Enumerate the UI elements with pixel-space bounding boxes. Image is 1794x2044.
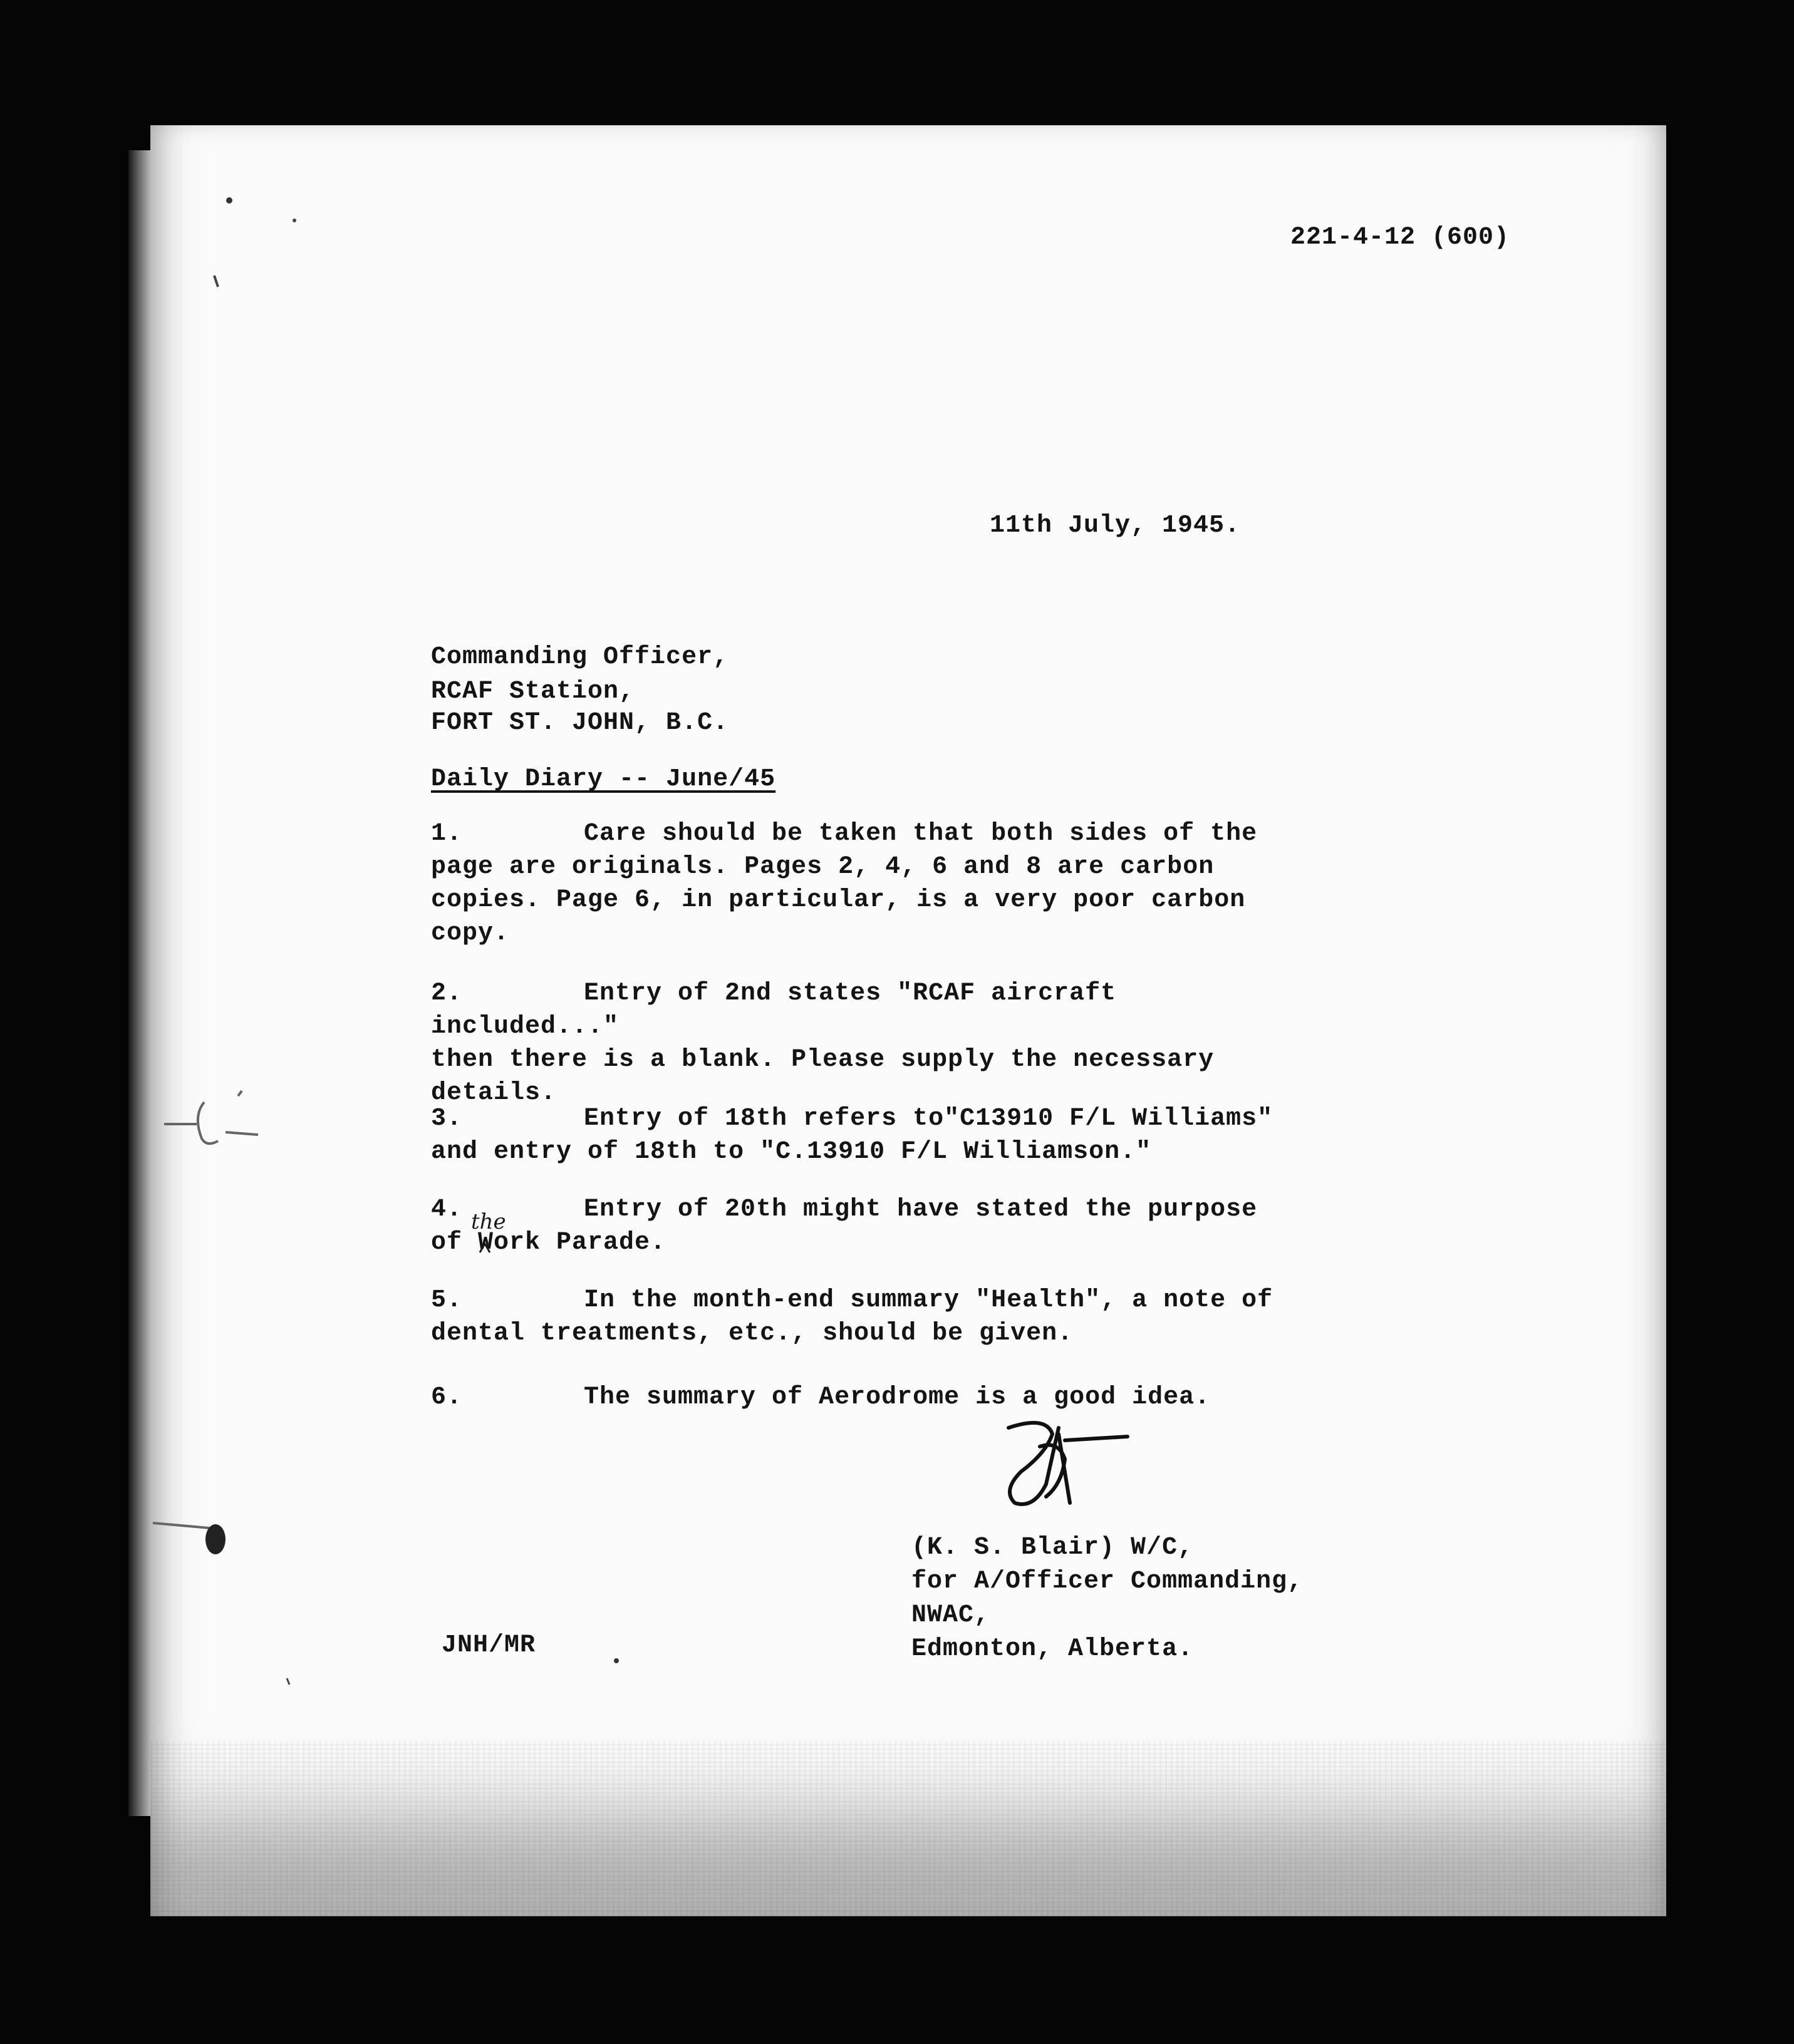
caret-mark: [480, 1244, 490, 1252]
paragraph-line: then there is a blank. Please supply the necessary: [431, 1046, 1215, 1074]
addressee-line-1: Commanding Officer,: [431, 643, 729, 671]
paragraph-line: details.: [431, 1079, 557, 1107]
paragraph-line: The summary of Aerodrome is a good idea.: [584, 1383, 1211, 1412]
paragraph-line: Entry of 2nd states "RCAF aircraft included...": [431, 979, 1117, 1041]
paragraph-number: 6.: [431, 1383, 463, 1412]
scan-speck: [614, 1658, 619, 1663]
scan-speck: [214, 276, 218, 287]
paragraph-line: dental treatments, etc., should be given.: [431, 1319, 1074, 1348]
margin-mark: [164, 1091, 258, 1143]
scan-speck: [293, 219, 296, 222]
signatory-name: (K. S. Blair) W/C,: [911, 1534, 1194, 1562]
letter-date: 11th July, 1945.: [990, 512, 1241, 540]
handwritten-word: the: [471, 1209, 506, 1234]
signature-stroke: [1008, 1423, 1128, 1504]
paragraph-number: 5.: [431, 1286, 463, 1314]
scan-speck: [226, 197, 232, 204]
paragraph-3: [431, 1102, 1308, 1169]
paragraph-number: 3.: [431, 1105, 463, 1133]
paragraph-line: of Work Parade.: [431, 1229, 666, 1257]
signature-block: [911, 1531, 1303, 1666]
paragraph-line: page are originals. Pages 2, 4, 6 and 8 are carbon: [431, 853, 1215, 881]
paragraph-4: [431, 1193, 1308, 1259]
paragraph-1: [431, 817, 1308, 950]
typist-initials: JNH/MR: [442, 1631, 536, 1659]
paragraph-2: [431, 977, 1308, 1110]
paragraph-line: In the month-end summary "Health", a note of: [584, 1286, 1273, 1314]
paragraph-line: Entry of 20th might have stated the purpose: [584, 1195, 1258, 1224]
paragraph-line: and entry of 18th to "C.13910 F/L Williamson.": [431, 1138, 1152, 1166]
subject-line: Daily Diary -- June/45: [431, 765, 776, 793]
paragraph-line: copy.: [431, 919, 510, 947]
margin-mark: [153, 1523, 209, 1528]
hole-punch-mark: [205, 1524, 226, 1554]
paragraph-5: [431, 1284, 1308, 1350]
scan-speck: [287, 1678, 289, 1685]
paragraph-number: 2.: [431, 979, 463, 1008]
signatory-unit: NWAC,: [911, 1601, 990, 1629]
handwritten-signature: [983, 1409, 1134, 1515]
paragraph-number: 4.: [431, 1195, 463, 1224]
handwritten-insert-the: [469, 1207, 537, 1264]
paragraph-number: 1.: [431, 820, 463, 848]
paragraph-line: Entry of 18th refers to"C13910 F/L Williams": [584, 1105, 1273, 1133]
signatory-capacity: for A/Officer Commanding,: [911, 1567, 1304, 1596]
paragraph-6: [431, 1381, 1308, 1414]
file-reference: 221-4-12 (600): [1290, 224, 1510, 252]
paragraph-line: copies. Page 6, in particular, is a very poor carbon: [431, 886, 1246, 914]
addressee-line-2: RCAF Station,: [431, 678, 635, 706]
paragraph-line: Care should be taken that both sides of the: [584, 820, 1258, 848]
signatory-location: Edmonton, Alberta.: [911, 1635, 1194, 1663]
addressee-line-3: FORT ST. JOHN, B.C.: [431, 709, 729, 737]
